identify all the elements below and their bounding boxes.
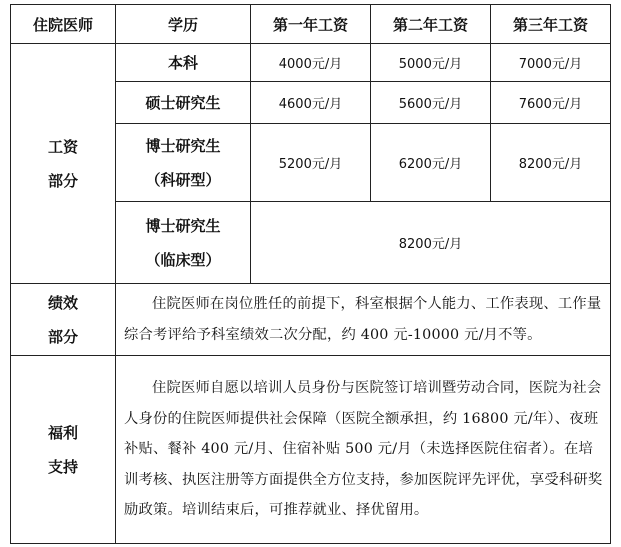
resident-salary-table — [10, 4, 611, 544]
salary-label-line2: 部分 — [47, 171, 78, 190]
header-year1-salary: 第一年工资 — [251, 5, 371, 44]
welfare-label-line2: 支持 — [47, 457, 78, 476]
edu-phd-clinical-line1: 博士研究生 — [145, 216, 221, 235]
bachelor-year2: 5000元/月 — [371, 44, 491, 82]
performance-label-line2: 部分 — [47, 327, 78, 346]
edu-bachelor: 本科 — [116, 44, 251, 82]
phd-research-year3: 8200元/月 — [491, 124, 611, 202]
salary-row-bachelor — [11, 44, 611, 82]
welfare-label-line1: 福利 — [47, 423, 78, 442]
performance-description — [116, 284, 611, 356]
header-year3-salary: 第三年工资 — [491, 5, 611, 44]
welfare-row — [11, 356, 611, 544]
header-row — [11, 5, 611, 44]
header-year2-salary: 第二年工资 — [371, 5, 491, 44]
welfare-description — [116, 356, 611, 544]
performance-label — [11, 284, 116, 356]
edu-master: 硕士研究生 — [116, 82, 251, 124]
master-year3: 7600元/月 — [491, 82, 611, 124]
phd-research-year1: 5200元/月 — [251, 124, 371, 202]
header-resident: 住院医师 — [11, 5, 116, 44]
bachelor-year3: 7000元/月 — [491, 44, 611, 82]
master-year2: 5600元/月 — [371, 82, 491, 124]
bachelor-year1: 4000元/月 — [251, 44, 371, 82]
edu-phd-clinical-line2: （临床型） — [145, 250, 221, 269]
salary-table-wrapper — [10, 4, 611, 544]
salary-section-label — [11, 44, 116, 284]
welfare-text: 住院医师自愿以培训人员身份与医院签订培训暨劳动合同，医院为社会人身份的住院医师提供社会保障（医院全额承担，约 16800 元/年）、夜班补贴、餐补 400 元/月、住宿补贴 500 元/月（未选择医院住宿者）。在培训考核、执医注册等方面提供全方位支持，参加医院评先评优，享受科研奖励政策。培训结束后，可推荐就业、择优留用。 — [124, 380, 603, 519]
edu-phd-research-line1: 博士研究生 — [145, 136, 221, 155]
phd-research-year2: 6200元/月 — [371, 124, 491, 202]
welfare-label — [11, 356, 116, 544]
header-education: 学历 — [116, 5, 251, 44]
performance-text: 住院医师在岗位胜任的前提下，科室根据个人能力、工作表现、工作量综合考评给予科室绩效二次分配，约 400 元-10000 元/月不等。 — [124, 296, 602, 343]
edu-phd-clinical — [116, 202, 251, 284]
edu-phd-research — [116, 124, 251, 202]
master-year1: 4600元/月 — [251, 82, 371, 124]
salary-label-line1: 工资 — [47, 137, 78, 156]
phd-clinical-salary-merged: 8200元/月 — [251, 202, 611, 284]
performance-label-line1: 绩效 — [47, 293, 78, 312]
performance-row — [11, 284, 611, 356]
edu-phd-research-line2: （科研型） — [145, 170, 221, 189]
